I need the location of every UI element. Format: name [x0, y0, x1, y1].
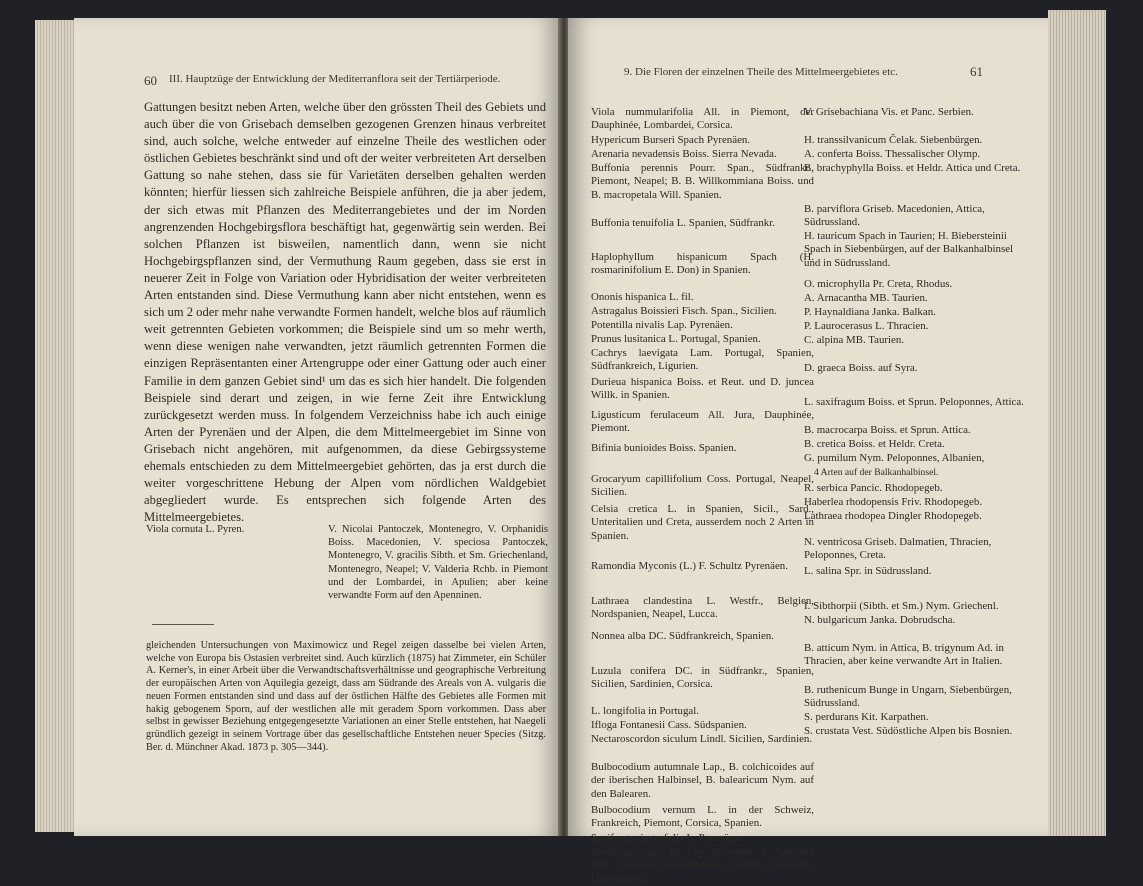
- list-item: L. longifolia in Portugal.: [591, 705, 699, 717]
- list-item: A. conferta Boiss. Thessalischer Olymp.: [804, 148, 981, 160]
- left-page-edges: [35, 20, 74, 832]
- list-item: Saxifraga longifolia Lap. Pyrenäen, S. lingulata Bell. Ligurien, Südfrankreich, Sicilien, Sardinien, Unteritalien.: [591, 846, 814, 885]
- list-item: Ifloga Fontanesii Cass. Südspanien.: [591, 719, 747, 731]
- list-item: Prunus lusitanica L. Portugal, Spanien.: [591, 333, 761, 345]
- paragraph-text: Gattungen besitzt neben Arten, welche über den grössten Theil des Gebiets und auch über die von Grisebach demselben gezogenen Grenzen hinaus verbreitet sind, auch solche, welche entweder auf einzelne Theile des westlichen oder östlichen Gebietes beschränkt sind und oft der weiter verbreiteten Art derselben Gattung so nahe stehen, dass sie für Varietäten derselben gehalten werden könnten; hierfür liessen sich zahlreiche Beispiele anführen, die ja aber jedem, der sich etwas mit Pflanzen des Mediterrangebietes und der im Norden angrenzenden Hochgebirgsflora beschäftigt hat, gegenwärtig sein werden. Bei solchen Pflanzen ist bisweilen, namentlich dann, wenn sie nicht Hochgebirgspflanzen sind, der Vermuthung Raum gegeben, dass sie erst in neuerer Zeit in Folge von Variation oder Hybridisation der weiter verbreiteten Arten entstanden sind. Diese Vermuthung kann aber nicht entstehen, wenn es sich um 2 oder mehr nahe verwandte Formen handelt, welche blos auf räumlich weit getrennten Gebieten vorkommen; die Beispiele sind um so mehr werth, wenn diese wenigen nahe verwandten, jetzt räumlich getrennten Formen die einzigen Repräsentanten einer Artengruppe oder einer Gattung oder auch einer Familie in dem ganzen Gebiet sind¹ um das es sich hier handelt. Die folgenden Beispiele sind derart und zeigen, in wie ferne Zeit ihre Entwicklung zurückgesetzt werden muss. In folgendem Verzeichniss habe ich auch einige Arten der Pyrenäen und der Alpen, die dem Mittelmeergebiet im Sinne von Grisebach nicht angehören, mit aufgenommen, da diese Gebirgssysteme ehemals entschieden zu dem Mittelmeergebiet gehörten, das ja erst durch die weiter vorgeschrittene Hebung der Alpen vom nördlichen Waldgebiet abgegliedert wurde. Es entsprechen sich folgende Arten des Mittelmeergebietes.: [144, 100, 546, 525]
- list-item: P. Haynaldiana Janka. Balkan.: [804, 306, 936, 318]
- list-item: S. perdurans Kit. Karpathen.: [804, 711, 929, 723]
- list-item: Grocaryum capillifolium Coss. Portugal, Neapel, Sicilien.: [591, 473, 814, 499]
- list-item: I. Sibthorpii (Sibth. et Sm.) Nym. Griechenl.: [804, 600, 999, 612]
- list-item: Hypericum Burseri Spach Pyrenäen.: [591, 134, 751, 146]
- footnote: gleichenden Untersuchungen von Maximowicz und Regel zeigen dasselbe bei vielen Arten, welche von Europa bis Ostasien verbreitet sind. Auch kürzlich (1875) hat Zimmeter, ein Schüler A. Kerner's, in einer Arbeit über die Verwandtschaftsverhältnisse und geographische Verbreitung der europäischen Arten von Aquilegia gezeigt, dass am Südrande des Areals von A. vulgaris die neuen Formen entstanden sind und dass auf der östlichen Hälfte des Gebietes alle Formen mit hakig gebogenem Sporn, auf der westlichen alle mit geradem Sporn vorkommen. Dass aber selbst in gewisser Beziehung entgegengesetzte Variationen an einer Stelle entstehen, hat Naegeli gründlich gezeigt in seinem Vortrage über das gesellschaftliche Entstehen neuer Species (Sitzg. Ber. d. Münchner Akad. 1873 p. 305—344).: [146, 640, 546, 753]
- list-item: Durieua hispanica Boiss. et Reut. und D. juncea Willk. in Spanien.: [591, 376, 814, 402]
- list-item: H. tauricum Spach in Taurien; H. Biebersteinii Spach in Siebenbürgen, auf der Balkanhalbinsel und in Südrussland.: [804, 230, 1014, 269]
- list-item: Ramondia Myconis (L.) F. Schultz Pyrenäen.: [591, 560, 788, 572]
- list-item: D. graeca Boiss. auf Syra.: [804, 362, 918, 374]
- list-item: H. transsilvanicum Čelak. Siebenbürgen.: [804, 134, 983, 146]
- list-item: Celsia cretica L. in Spanien, Sicil., Sard., Unteritalien und Creta, ausserdem noch 2 Arten in Spanien.: [591, 503, 814, 542]
- list-item: Ligusticum ferulaceum All. Jura, Dauphinée, Piemont.: [591, 409, 814, 435]
- list-item: Haplophyllum hispanicum Spach (H. rosmarinifolium E. Don) in Spanien.: [591, 251, 814, 277]
- list-item: B. parviflora Griseb. Macedonien, Attica, Südrussland.: [804, 203, 985, 229]
- right-page-edges: [1048, 10, 1106, 836]
- list-item: Buffonia tenuifolia L. Spanien, Südfrankr.: [591, 217, 775, 229]
- left-page: [74, 18, 560, 836]
- right-page: [568, 18, 1048, 885]
- list-item: R. serbica Pancic. Rhodopegeb.: [804, 482, 943, 494]
- running-head-left: III. Hauptzüge der Entwicklung der Mediterranflora seit der Tertiärperiode.: [169, 73, 501, 85]
- page-number-left: 60: [144, 73, 157, 88]
- list-item: C. alpina MB. Taurien.: [804, 334, 905, 346]
- list-item: Haberlea rhodopensis Friv. Rhodopegeb.: [804, 496, 983, 508]
- running-head-right: 9. Die Floren der einzelnen Theile des Mittelmeergebietes etc.: [624, 66, 898, 78]
- list-item: O. microphylla Pr. Creta, Rhodus.: [804, 278, 953, 290]
- list-item: B. macrocarpa Boiss. et Sprun. Attica.: [804, 424, 971, 436]
- list-item: 4 Arten auf der Balkanhalbinsel.: [814, 467, 939, 478]
- list-item: Lathraea clandestina L. Westfr., Belgien, Nordspanien, Neapel, Lucca.: [591, 595, 814, 621]
- list-item: V. Grisebachiana Vis. et Panc. Serbien.: [804, 106, 974, 118]
- species-right: V. Nicolai Pantoczek, Montenegro, V. Orphanidis Boiss. Macedonien, V. speciosa Pantoczek, Montenegro, V. gracilis Sibth. et Sm. Griechenland, Montenegro, Neapel; V. Valderia Rchb. in Piemont und der Lombardei, in Apulien; aber keine verwandte Form auf den Apenninen.: [328, 524, 548, 602]
- list-item: Viola nummularifolia All. in Piemont, der Dauphinée, Lombardei, Corsica.: [591, 106, 814, 132]
- list-item: P. Laurocerasus L. Thracien.: [804, 320, 929, 332]
- footnote-rule: [152, 624, 214, 625]
- list-item: Bulbocodium vernum L. in der Schweiz, Frankreich, Piemont, Corsica, Spanien.: [591, 804, 814, 830]
- list-item: B. brachyphylla Boiss. et Heldr. Attica und Creta.: [804, 162, 1021, 174]
- list-item: Potentilla nivalis Lap. Pyrenäen.: [591, 319, 733, 331]
- main-paragraph: [144, 99, 546, 526]
- list-item: Bifinia bunioides Boiss. Spanien.: [591, 442, 737, 454]
- list-item: S. crustata Vest. Südöstliche Alpen bis Bosnien.: [804, 725, 1013, 737]
- species-left: Viola cornuta L. Pyren.: [146, 524, 245, 535]
- list-item: N. ventricosa Griseb. Dalmatien, Thracien, Peloponnes, Creta.: [804, 536, 992, 562]
- list-item: Cachrys laevigata Lam. Portugal, Spanien, Südfrankreich, Ligurien.: [591, 347, 814, 373]
- list-item: Nonnea alba DC. Südfrankreich, Spanien.: [591, 630, 774, 642]
- list-item: Lathraea rhodopea Dingler Rhodopegeb.: [804, 510, 982, 522]
- list-item: G. pumilum Nym. Peloponnes, Albanien,: [804, 452, 985, 464]
- list-item: L. salina Spr. in Südrussland.: [804, 565, 932, 577]
- list-item: B. cretica Boiss. et Heldr. Creta.: [804, 438, 945, 450]
- list-item: A. Arnacantha MB. Taurien.: [804, 292, 928, 304]
- list-item: Ononis hispanica L. fil.: [591, 291, 694, 303]
- page-number-right: 61: [970, 64, 983, 79]
- list-item: N. bulgaricum Janka. Dobrudscha.: [804, 614, 956, 626]
- list-item: Buffonia perennis Pourr. Span., Südfrankr., Piemont, Neapel; B. B. Willkommiana Boiss. und B. macropetala Will. Spanien.: [591, 162, 814, 201]
- list-item: Arenaria nevadensis Boiss. Sierra Nevada.: [591, 148, 777, 160]
- list-item: Nectaroscordon siculum Lindl. Sicilien, Sardinien.: [591, 733, 813, 745]
- list-item: B. atticum Nym. in Attica, B. trigynum Ad. in Thracien, aber keine verwandte Art in Italien.: [804, 642, 1004, 668]
- list-item: B. ruthenicum Bunge in Ungarn, Siebenbürgen, Südrussland.: [804, 684, 1012, 710]
- list-item: Astragalus Boissieri Fisch. Span., Sicilien.: [591, 305, 777, 317]
- list-item: L. saxifragum Boiss. et Sprun. Peloponnes, Attica.: [804, 396, 1024, 408]
- list-item: Saxifraga ajugaefolia L. Pyrenäen.: [591, 832, 742, 844]
- list-item: Bulbocodium autumnale Lap., B. colchicoides auf der iberischen Halbinsel, B. balearicum Nym. auf den Balearen.: [591, 761, 814, 800]
- list-item: Luzula conifera DC. in Südfrankr., Spanien, Sicilien, Sardinien, Corsica.: [591, 665, 814, 691]
